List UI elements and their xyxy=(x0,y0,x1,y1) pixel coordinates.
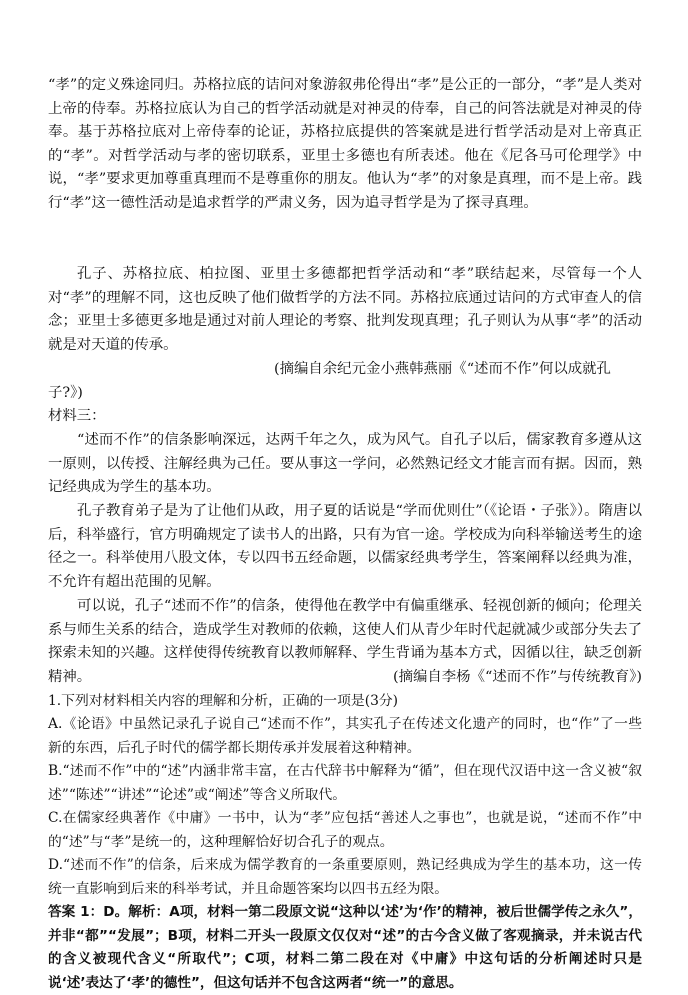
question-option: C.在儒家经典著作《中庸》一书中，认为“孝”应包括“善述人之事也”，也就是说，“述而不作”中的“述”与“孝”是统一的，这种理解恰好切合孔子的观点。 xyxy=(48,810,642,850)
question-option: A.《论语》中虽然记录孔子说自己“述而不作”，其实孔子在传述文化遗产的同时，也“作”了一些新的东西，后孔子时代的儒学都长期传承并发展着这种精神。 xyxy=(48,716,642,756)
section-heading: 材料三： xyxy=(48,408,106,424)
question-option: D.“述而不作”的信条，后来成为儒学教育的一条重要原则，熟记经典成为学生的基本功，这一传统一直影响到后来的科举考试，并且命题答案均以四书五经为限。 xyxy=(48,857,642,897)
material-paragraph: “述而不作”的信条影响深远，达两千年之久，成为风气。自孔子以后，儒家教育多遵从这一原则，以传授、注解经典为己任。要从事这一学问，必然熟记经文才能言而有据。因而，熟记经典成为学生的基本功。 xyxy=(48,432,642,496)
material-paragraph: 孔子、苏格拉底、柏拉图、亚里士多德都把哲学活动和“孝”联结起来，尽管每一个人对“孝”的理解不同，这也反映了他们做哲学的方法不同。苏格拉底通过诘问的方式审查人的信念；亚里士多德更多地是通过对前人理论的考察、批判发现真理；孔子则认为从事“孝”的活动就是对天道的传承。 xyxy=(48,266,642,353)
source-citation: (摘编自余纪元金小燕韩燕丽《“述而不作”何以成就孔子?》) xyxy=(48,361,611,401)
material-paragraph: “孝”的定义殊途同归。苏格拉底的诘问对象游叙弗伦得出“孝”是公正的一部分，“孝”是人类对上帝的侍奉。苏格拉底认为自己的哲学活动就是对神灵的侍奉，自己的问答法就是对神灵的侍奉。基于苏格拉底对上帝侍奉的论证，苏格拉底提供的答案就是进行哲学活动是对上帝真正的“孝”。对哲学活动与孝的密切联系，亚里士多德也有所表述。他在《尼各马可伦理学》中说，“孝”要求更加尊重真理而不是尊重你的朋友。他认为“孝”的对象是真理，而不是上帝。践行“孝”这一德性活动是追求哲学的严肃义务，因为追寻哲学是为了探寻真理。 xyxy=(48,77,642,211)
material-paragraph: 孔子教育弟子是为了让他们从政，用子夏的话说是“学而优则仕”（《论语・子张》）。隋唐以后，科举盛行，官方明确规定了读书人的出路，只有为官一途。学校成为向科举输送考生的途径之一。科举使用八股文体，专以四书五经命题，以儒家经典考学生，答案阐释以经典为准，不允许有超出范围的见解。 xyxy=(48,503,642,590)
question-option: B.“述而不作”中的“述”内涵非常丰富，在古代辞书中解释为“循”，但在现代汉语中这一含义被“叙述”“陈述”“讲述”“论述”或“阐述”等含义所取代。 xyxy=(48,763,642,803)
source-citation: (摘编自李杨《“述而不作”与传统教育》) xyxy=(393,669,642,685)
answer-explanation: 答案 1：D。解析：A项，材料一第二段原文说“这种以‘述’为‘作’的精神，被后世儒学传之永久”，并非“都”“发展”；B项，材料二开头一段原文仅仅对“述”的古今含义做了客观摘录，并未说古代的含义被现代含义“所取代”；C项，材料二第二段在对《中庸》中这句话的分析阐述时只是说‘述’表达了‘孝’的德性”，但这句话并不包含这两者“统一”的意思。 xyxy=(48,904,642,991)
material-paragraph: 可以说，孔子“述而不作”的信条，使得他在教学中有偏重继承、轻视创新的倾向；伦理关系与师生关系的结合，造成学生对教师的依赖，这使人们从青少年时代起就减少或部分失去了探索未知的兴趣。这样使得传统教育以教师解释、学生背诵为基本方式，因循以往，缺乏创新精神。 xyxy=(48,598,642,685)
question-stem: 1.下列对材料相关内容的理解和分析，正确的一项是(3分) xyxy=(48,693,399,709)
